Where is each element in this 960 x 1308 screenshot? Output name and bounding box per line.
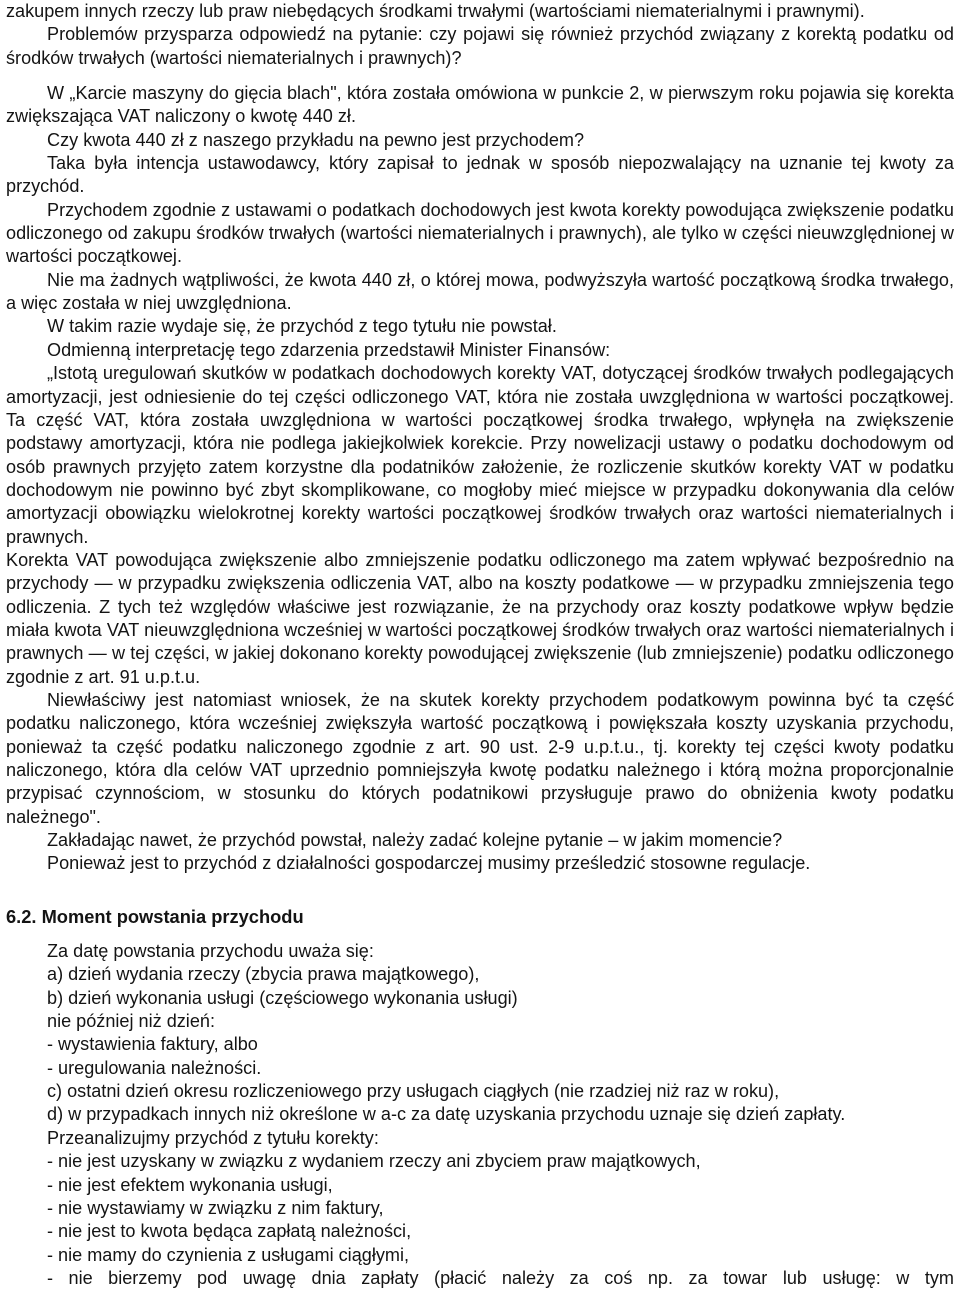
section-line: b) dzień wykonania usługi (częściowego wykonania usługi) — [47, 987, 518, 1008]
section-line: nie później niż dzień: — [47, 1011, 215, 1032]
quote-paragraph: Niewłaściwy jest natomiast wniosek, że na skutek korekty przychodem podatkowym powinna być ta część podatku naliczonego, która wcześniej zwiększyła wartość początkową i powiększała koszty uzyskania przychodu, ponieważ ta część podatku naliczonego zgodnie z art. 90 ust. 2-9 u.p.t.u., tj. korekty tej części kwoty podatku naliczonego, która dla celów VAT uprzednio pomniejszyła kwotę podatku należnego i którą można proporcjonalnie przypisać czynnościom, w stosunku do których podatnikowi przysługuje prawo do obniżenia kwoty podatku należnego". — [6, 689, 954, 827]
paragraph: Odmienną interpretację tego zdarzenia przedstawił Minister Finansów: — [47, 339, 611, 360]
paragraph-continuation: zakupem innych rzeczy lub praw niebędących środkami trwałymi (wartościami niematerialnymi i prawnymi). — [6, 1, 865, 21]
paragraph: Przychodem zgodnie z ustawami o podatkach dochodowych jest kwota korekty powodująca zwiększenie podatku odliczonego od zakupu środków trwałych (wartości niematerialnych i prawnych), ale tylko w części nieuwzględnionej w wartości początkowej. — [6, 199, 954, 267]
section-heading: 6.2. Moment powstania przychodu — [6, 905, 304, 927]
section-line: - nie wystawiamy w związku z nim faktury, — [47, 1197, 384, 1218]
section-line: Przeanalizujmy przychód z tytułu korekty: — [47, 1127, 379, 1148]
paragraph: W takim razie wydaje się, że przychód z tego tytułu nie powstał. — [47, 316, 557, 337]
section-line: - nie jest efektem wykonania usługi, — [47, 1174, 333, 1195]
paragraph: W „Karcie maszyny do gięcia blach", która została omówiona w punkcie 2, w pierwszym roku pojawia się korekta zwiększająca VAT naliczony o kwotę 440 zł. — [6, 83, 954, 127]
paragraph: Problemów przysparza odpowiedź na pytanie: czy pojawi się również przychód związany z korektą podatku od środków trwałych (wartości niematerialnych i prawnych)? — [6, 24, 954, 68]
paragraph: Taka była intencja ustawodawcy, który zapisał to jednak w sposób niepozwalający na uznanie tej kwoty za przychód. — [6, 153, 954, 197]
paragraph: Czy kwota 440 zł z naszego przykładu na pewno jest przychodem? — [47, 129, 585, 150]
section-line: Za datę powstania przychodu uważa się: — [47, 941, 374, 962]
section-line: - nie mamy do czynienia z usługami ciągłymi, — [47, 1244, 410, 1265]
section-line: - nie jest to kwota będąca zapłatą należności, — [47, 1221, 412, 1242]
quote-paragraph: Korekta VAT powodująca zwiększenie albo zmniejszenie podatku odliczonego ma zatem wpływać bezpośrednio na przychody — w przypadku zwiększenia odliczenia VAT, albo na koszty podatkowe — w przypadku zmniejszenia tego odliczenia. Z tych też względów właściwe jest rozwiązanie, że na przychody oraz koszty podatkowe wpływ będzie miała kwota VAT nieuwzględniona wcześniej w wartości początkowej środków trwałych oraz wartości niematerialnych i prawnych — w tej części, w jakiej dokonano korekty powodującej zwiększenie (lub zmniejszenie) podatku odliczonego zgodnie z art. 91 u.p.t.u. — [6, 549, 954, 687]
section-line: - nie bierzemy pod uwagę dnia zapłaty (płacić należy za coś np. za towar lub usługę: w tym — [47, 1267, 954, 1288]
paragraph: Zakładając nawet, że przychód powstał, należy zadać kolejne pytanie – w jakim momencie? — [47, 830, 783, 851]
paragraph: Ponieważ jest to przychód z działalności gospodarczej musimy prześledzić stosowne regulacje. — [47, 853, 811, 874]
section-line: d) w przypadkach innych niż określone w a-c za datę uzyskania przychodu uznaje się dzień zapłaty. — [47, 1104, 846, 1125]
section-line: - wystawienia faktury, albo — [47, 1034, 258, 1055]
section-line: a) dzień wydania rzeczy (zbycia prawa majątkowego), — [47, 964, 480, 985]
section-line: - uregulowania należności. — [47, 1057, 262, 1078]
paragraph: Nie ma żadnych wątpliwości, że kwota 440 zł, o której mowa, podwyższyła wartość początkową środka trwałego, a więc została w niej uwzględniona. — [6, 269, 954, 314]
section-line: - nie jest uzyskany w związku z wydaniem rzeczy ani zbyciem praw majątkowych, — [47, 1151, 701, 1172]
quote-paragraph: „Istotą uregulowań skutków w podatkach dochodowych korekty VAT, dotyczącej środków trwałych podlegających amortyzacji, jest odniesienie do tej części odliczonego VAT, która nie została uwzględniona w wartości początkowej. Ta część VAT, która została uwzględniona w wartości początkowej środka trwałego, wpłynęła na zwiększenie podstawy amortyzacji, która nie podlega jakiejkolwiek korekcie. Przy nowelizacji ustawy o podatku dochodowym od osób prawnych przyjęto zatem korzystne dla podatników założenie, że rozliczenie skutków korekty VAT w podatku dochodowym nie powinno być zbyt skomplikowane, co mogłoby mieć miejsce w przypadku dokonywania dla celów amortyzacji obowiązku wielokrotnej korekty wartości początkowej środków trwałych oraz wartości niematerialnych i prawnych. — [6, 363, 954, 547]
section-line: c) ostatni dzień okresu rozliczeniowego przy usługach ciągłych (nie rzadziej niż raz w roku), — [47, 1081, 780, 1102]
section-body — [6, 940, 954, 1290]
